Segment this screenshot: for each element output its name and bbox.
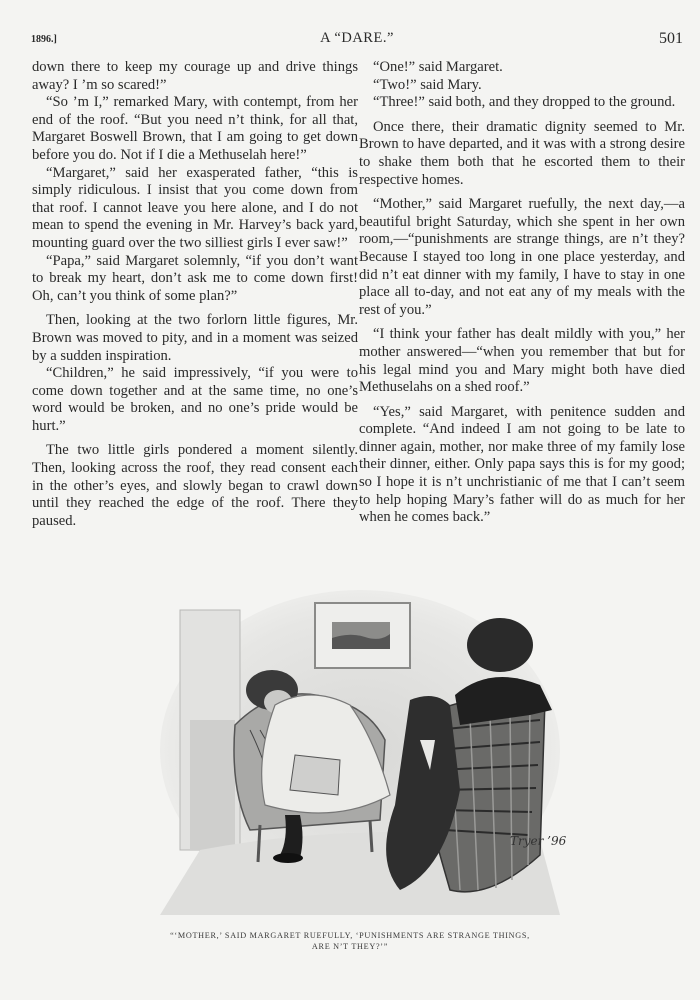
caption-line: ARE N’T THEY?’”	[311, 942, 389, 951]
paragraph: “So ’m I,” remarked Mary, with contempt, from her end of the roof. “But you need n’t think, for all that, Margaret Boswell Brown, that I am going to get down before you do. Not if I die a Methuselah here!”	[32, 94, 358, 163]
framed-picture	[315, 603, 410, 668]
paragraph: “I think your father has dealt mildly with you,” her mother answered—“when you remember that but for his legal mind you and Mary might both have died Methuselahs on a shed roof.”	[359, 326, 685, 396]
paragraph: Then, looking at the two forlorn little figures, Mr. Brown was moved to pity, and in a moment was seized by a sudden inspiration.	[32, 312, 358, 364]
illustration-caption	[120, 930, 580, 952]
paragraph: “Mother,” said Margaret ruefully, the next day,—a beautiful bright Saturday, which she spent in her own room,—“punishments are strange things, are n’t they? Because I stayed too long in one place yesterday, and did n’t eat dinner with my family, I have to stay in one place all to-day, and not eat any of my meals with the rest of you.”	[359, 196, 685, 318]
paragraph: “Children,” he said impressively, “if you were to come down together and at the same time, no one’s word would be broken, and no one’s pride would be hurt.”	[32, 365, 358, 434]
paragraph: “Three!” said both, and they dropped to the ground.	[373, 94, 676, 111]
page-number: 501	[659, 30, 683, 47]
paragraph: “Papa,” said Margaret solemnly, “if you don’t want to break my heart, don’t ask me to come down first! Oh, can’t you think of some plan?”	[32, 252, 358, 304]
paragraph: The two little girls pondered a moment silently. Then, looking across the roof, they read consent each in the other’s eyes, and slowly began to crawl down until they reached the edge of the roof. There they paused.	[32, 442, 358, 529]
paragraph: “Yes,” said Margaret, with penitence sudden and complete. “And indeed I am not going to be late to dinner again, mother, nor make three of my family lose their dinner, either. Only papa says this is for my good; so I hope it is n’t unchristianic of me that I can’t seem to help hoping Mary’s father will do as much for her when he comes back.”	[359, 403, 685, 526]
paragraph: Once there, their dramatic dignity seemed to Mr. Brown to have departed, and it was with a strong desire to shake them both that he escorted them to their respective homes.	[359, 118, 685, 188]
paragraph: “Two!” said Mary.	[373, 76, 482, 93]
paragraph: down there to keep my courage up and drive things away? I ’m so scared!”	[32, 59, 358, 93]
illustration	[160, 590, 567, 915]
running-header	[31, 30, 683, 50]
header-title: A “DARE.”	[320, 30, 394, 46]
caption-line: “‘MOTHER,’ SAID MARGARET RUEFULLY, ‘PUNISHMENTS ARE STRANGE THINGS,	[170, 931, 530, 940]
artist-signature: Tryer ’96	[510, 834, 567, 848]
paragraph: “Margaret,” said her exasperated father, “this is simply ridiculous. I insist that you come down from that roof. I cannot leave you here alone, and I do not mean to spend the evening in Mr. Harvey’s back yard, mounting guard over the two silliest girls I ever saw!”	[32, 164, 358, 251]
header-year: 1896.]	[31, 34, 57, 45]
left-column	[32, 59, 358, 530]
right-column	[359, 59, 685, 527]
paragraph: “One!” said Margaret.	[373, 59, 503, 75]
radiator	[190, 720, 235, 850]
